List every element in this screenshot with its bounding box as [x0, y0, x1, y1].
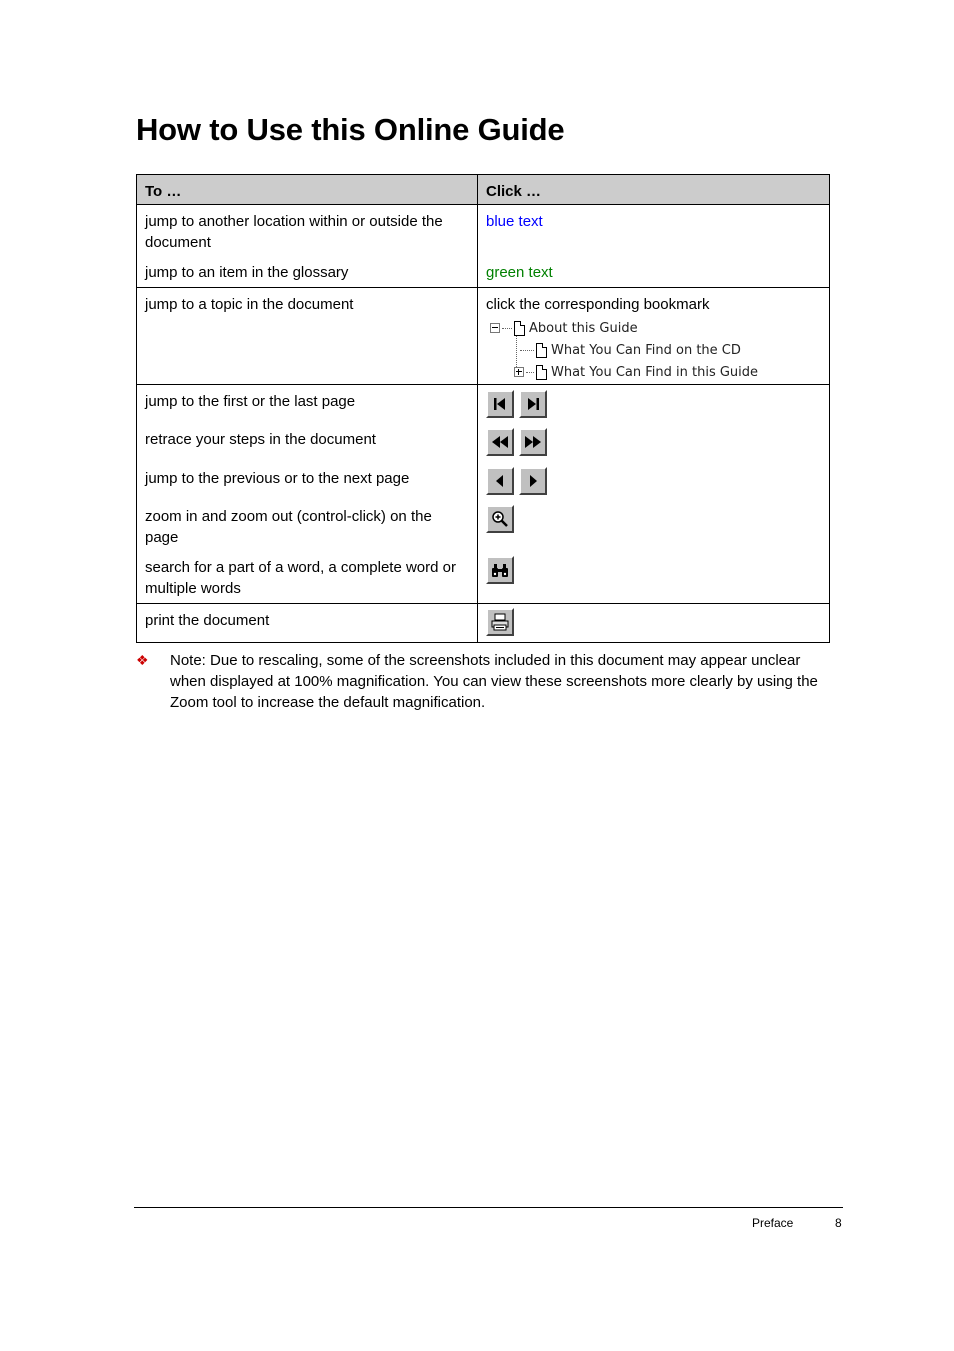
previous-page-icon[interactable] [486, 467, 514, 495]
zoom-in-icon[interactable] [486, 505, 514, 533]
table-row [137, 604, 830, 643]
column-header-to: To … [137, 175, 478, 205]
action-text: zoom in and zoom out (control-click) on the page [145, 508, 432, 546]
bookmark-item[interactable] [486, 339, 821, 361]
bookmark-item[interactable] [486, 361, 821, 383]
footer-section-name: Preface [752, 1216, 794, 1230]
table-cell [478, 205, 830, 288]
bookmark-label: What You Can Find in this Guide [551, 364, 759, 380]
button-group [486, 500, 821, 551]
bookmark-label: About this Guide [529, 320, 638, 336]
button-group [486, 462, 821, 500]
first-page-icon[interactable] [486, 390, 514, 418]
action-text: jump to a topic in the document [145, 296, 354, 313]
footer-divider [134, 1207, 843, 1208]
action-text: print the document [145, 612, 270, 629]
table-cell [137, 604, 478, 643]
action-text: jump to the previous or to the next page [145, 470, 410, 487]
button-group [486, 551, 821, 589]
table-cell [137, 385, 478, 604]
blue-text-sample[interactable]: blue text [486, 213, 543, 230]
tree-connector [502, 328, 512, 329]
action-text: jump to an item in the glossary [145, 264, 349, 281]
table-header-row [137, 175, 830, 205]
table-cell [478, 385, 830, 604]
table-row [137, 385, 830, 604]
bookmark-label: What You Can Find on the CD [551, 342, 741, 358]
action-text: retrace your steps in the document [145, 431, 376, 448]
next-page-icon[interactable] [519, 467, 547, 495]
go-forward-icon[interactable] [519, 428, 547, 456]
action-text: search for a part of a word, a complete word or multiple words [145, 559, 456, 597]
footer-page-number: 8 [835, 1216, 842, 1230]
page-icon [536, 365, 547, 380]
tree-connector [520, 350, 534, 351]
table-row [137, 288, 830, 385]
bookmark-item[interactable] [486, 317, 821, 339]
page-icon [514, 321, 525, 336]
table-cell [137, 205, 478, 288]
action-text: jump to another location within or outside the document [145, 213, 443, 251]
page-title: How to Use this Online Guide [136, 112, 565, 147]
page-icon [536, 343, 547, 358]
print-icon[interactable] [486, 608, 514, 636]
tree-connector [526, 372, 534, 373]
button-group [486, 385, 821, 423]
table-cell [478, 604, 830, 643]
action-text: click the corresponding bookmark [486, 296, 710, 313]
table-cell [137, 288, 478, 385]
note-text: Note: Due to rescaling, some of the screenshots included in this document may appear unclear when displayed at 100% magnification. You can view these screenshots more clearly by using the Zoom tool to increase the default magnification. [170, 652, 818, 711]
column-header-click: Click … [478, 175, 830, 205]
note-block [136, 650, 836, 713]
find-binoculars-icon[interactable] [486, 556, 514, 584]
bookmark-tree [486, 317, 821, 383]
table-row [137, 205, 830, 288]
navigation-guide-table [136, 174, 830, 643]
go-back-icon[interactable] [486, 428, 514, 456]
collapse-icon[interactable] [490, 323, 500, 333]
button-group [486, 423, 821, 462]
green-text-sample[interactable]: green text [486, 264, 553, 281]
last-page-icon[interactable] [519, 390, 547, 418]
expand-icon[interactable] [514, 367, 524, 377]
diamond-bullet-icon: ❖ [136, 652, 149, 668]
table-cell [478, 288, 830, 385]
action-text: jump to the first or the last page [145, 393, 356, 410]
